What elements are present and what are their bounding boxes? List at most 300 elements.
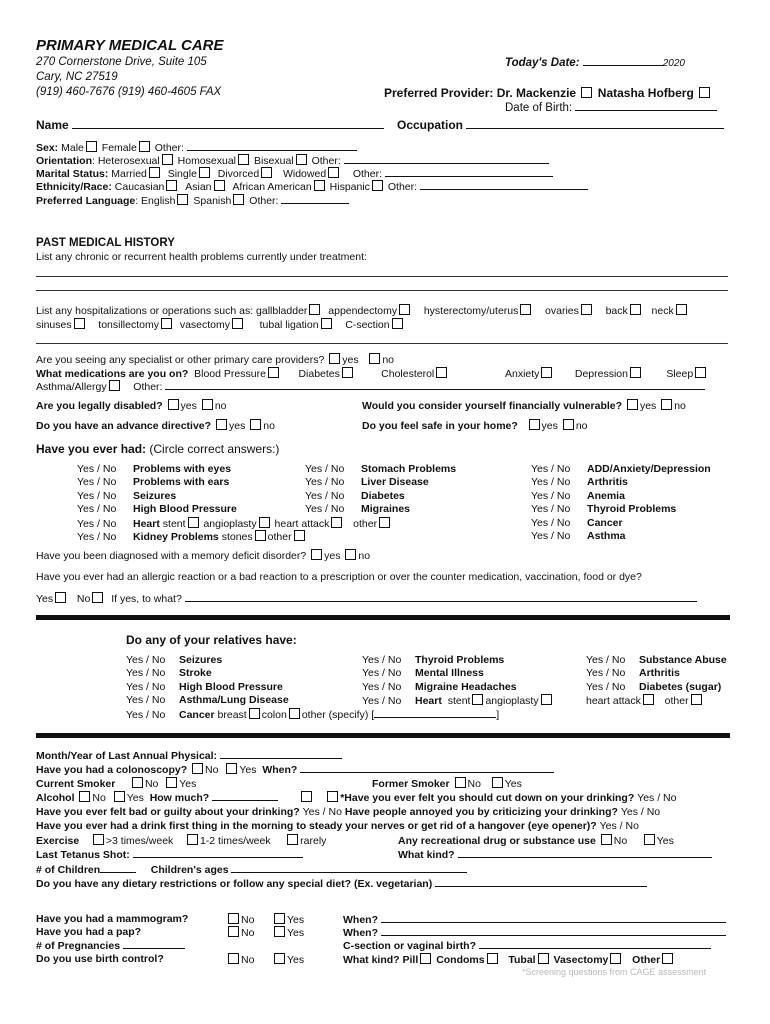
cut-down-question: *Have you ever felt you should cut down on your drinking?: [340, 792, 635, 804]
memory-no-checkbox[interactable]: [345, 549, 356, 560]
provider-hofberg-checkbox[interactable]: [699, 87, 710, 98]
marital-married-checkbox[interactable]: [149, 167, 160, 178]
rel-cancer-other-field[interactable]: [374, 708, 496, 718]
meds-anxiety-checkbox[interactable]: [541, 367, 552, 378]
yes-no-choice[interactable]: Yes / No: [362, 654, 402, 666]
guilty-row: [36, 806, 660, 818]
birth-control-no-checkbox[interactable]: [228, 953, 239, 964]
yes-no-choice[interactable]: Yes / No: [531, 489, 571, 502]
disabled-no-checkbox[interactable]: [202, 399, 213, 410]
morning-row: [36, 820, 639, 832]
yes-no-choice[interactable]: Yes / No: [531, 516, 571, 529]
orientation-other-label: Other:: [311, 155, 341, 167]
heart-stent-label: stent: [162, 517, 186, 530]
specialist-no-label: no: [382, 354, 395, 366]
ovaries-label: ovaries: [545, 305, 579, 317]
ethnicity-hispanic-label: Hispanic: [329, 181, 370, 193]
csection-row: [343, 939, 711, 952]
name-field[interactable]: [72, 119, 384, 129]
annoyed-question: Have people annoyed you by criticizing your drinking?: [344, 806, 618, 818]
ethnicity-hispanic-checkbox[interactable]: [372, 180, 383, 191]
children-count-label: # of Children: [36, 864, 101, 876]
list-item[interactable]: [77, 517, 392, 530]
chronic-prompt: List any chronic or recurrent health problems currently under treatment:: [36, 251, 367, 263]
yes-no-choice[interactable]: Yes / No: [531, 503, 571, 516]
condition-label: High Blood Pressure: [179, 680, 283, 693]
current-smoker-yes-checkbox[interactable]: [166, 777, 177, 788]
hosp-line[interactable]: [36, 343, 728, 344]
cut-down-checkbox-1[interactable]: [301, 791, 312, 802]
yes-no-choice[interactable]: Yes / No: [77, 530, 117, 543]
rel-cancer-breast-label: breast: [217, 708, 247, 721]
marital-divorced-label: Divorced: [217, 168, 260, 180]
disabled-row: [36, 399, 227, 412]
mammogram-yes-checkbox[interactable]: [274, 913, 285, 924]
language-label: Preferred Language: [36, 195, 136, 207]
colonoscopy-no-checkbox[interactable]: [192, 763, 203, 774]
occupation-label: Occupation: [397, 118, 464, 132]
condition-label: Seizures: [133, 489, 177, 502]
specialist-row: [36, 353, 394, 366]
colonoscopy-when-field[interactable]: [300, 763, 554, 773]
list-item[interactable]: [586, 654, 727, 667]
pregnancies-field[interactable]: [123, 939, 185, 949]
allergy-yes-checkbox[interactable]: [55, 592, 66, 603]
preferred-provider: [384, 86, 712, 100]
allergy-no-checkbox[interactable]: [92, 592, 103, 603]
orientation-hetero-checkbox[interactable]: [162, 154, 173, 165]
rel-heart-attack-checkbox[interactable]: [643, 694, 654, 705]
c-section-label: C-section: [345, 319, 390, 331]
condition-label: Migraines: [361, 503, 411, 516]
rel-cancer-colon-checkbox[interactable]: [289, 708, 300, 719]
children-ages-field[interactable]: [231, 863, 467, 873]
ethnicity-other-label: Other:: [387, 181, 418, 193]
orientation-other-field[interactable]: [344, 154, 549, 164]
bc-other-checkbox[interactable]: [662, 953, 673, 964]
how-much-field[interactable]: [212, 791, 278, 801]
drug-no-label: No: [613, 835, 628, 847]
morning-yes-no[interactable]: Yes / No: [599, 820, 639, 832]
yes-no-choice[interactable]: Yes / No: [531, 476, 571, 489]
vasectomy-label: vasectomy: [179, 319, 231, 331]
yes-no-choice[interactable]: Yes / No: [77, 489, 117, 502]
language-spanish-checkbox[interactable]: [233, 194, 244, 205]
disabled-yes-checkbox[interactable]: [168, 399, 179, 410]
orientation-homo-checkbox[interactable]: [238, 154, 249, 165]
list-item[interactable]: [531, 476, 711, 489]
condition-label: Arthritis: [639, 667, 680, 680]
meds-cholesterol-checkbox[interactable]: [436, 367, 447, 378]
back-label: back: [605, 305, 628, 317]
sex-male-checkbox[interactable]: [86, 141, 97, 152]
rel-heart-stent-checkbox[interactable]: [472, 694, 483, 705]
list-item[interactable]: [586, 681, 727, 694]
exercise-rarely-checkbox[interactable]: [287, 834, 298, 845]
mammogram-no-checkbox[interactable]: [228, 913, 239, 924]
clinic-name: PRIMARY MEDICAL CARE: [36, 37, 224, 54]
chronic-line-1[interactable]: [36, 276, 728, 277]
orientation-bi-label: Bisexual: [253, 155, 294, 167]
meds-other-field[interactable]: [165, 380, 705, 390]
orientation-bi-checkbox[interactable]: [296, 154, 307, 165]
yes-no-choice[interactable]: Yes / No: [126, 667, 166, 680]
phone-fax: (919) 460-7676 (919) 460-4605 FAX: [36, 86, 222, 98]
c-section-checkbox[interactable]: [392, 318, 403, 329]
sex-other-field[interactable]: [187, 141, 357, 151]
list-item[interactable]: [305, 463, 456, 476]
guilty-yes-no[interactable]: Yes / No: [302, 806, 342, 818]
tonsillectomy-label: tonsillectomy: [98, 319, 159, 331]
orientation-hetero-label: : Heterosexual: [92, 155, 160, 167]
dob-field[interactable]: [575, 101, 717, 111]
condition-label: Liver Disease: [361, 476, 429, 489]
birth-control-yes-checkbox[interactable]: [274, 953, 285, 964]
alcohol-no-checkbox[interactable]: [79, 791, 90, 802]
bc-other-label: Other: [632, 954, 661, 966]
condition-label: Arthritis: [587, 476, 628, 489]
meds-depression-label: Depression: [574, 368, 628, 380]
rel-other-checkbox[interactable]: [691, 694, 702, 705]
children-count-field[interactable]: [100, 863, 136, 873]
alcohol-yes-checkbox[interactable]: [114, 791, 125, 802]
specialist-no-checkbox[interactable]: [369, 353, 380, 364]
kidney-other-checkbox[interactable]: [294, 530, 305, 541]
medications-row-right: [505, 367, 708, 380]
tetanus-row: [36, 848, 303, 861]
section-divider-top: [36, 615, 730, 620]
exercise-1-2x-label: 1-2 times/week: [199, 835, 271, 847]
vulnerable-yes-checkbox[interactable]: [627, 399, 638, 410]
mammogram-when-label: When?: [343, 914, 378, 926]
pap-when-row: [343, 926, 726, 939]
yes-no-choice[interactable]: Yes / No: [305, 463, 345, 475]
list-item[interactable]: [362, 667, 554, 680]
exercise-1-2x-checkbox[interactable]: [187, 834, 198, 845]
diet-row: [36, 877, 647, 890]
csection-field[interactable]: [479, 939, 711, 949]
list-item[interactable]: [305, 476, 456, 489]
yes-no-choice[interactable]: Yes / No: [126, 654, 166, 666]
pregnancies-row: [36, 939, 185, 952]
marital-label: Marital Status:: [36, 168, 109, 180]
relatives-col-3: [586, 654, 727, 708]
yes-no-choice[interactable]: Yes / No: [305, 489, 345, 502]
list-item[interactable]: [362, 694, 554, 707]
mammogram-yes-label: Yes: [286, 914, 305, 926]
list-item[interactable]: [531, 490, 711, 503]
neck-checkbox[interactable]: [676, 304, 687, 315]
condition-label: Problems with ears: [133, 476, 230, 489]
tubal-ligation-checkbox[interactable]: [321, 318, 332, 329]
marital-widowed-checkbox[interactable]: [328, 167, 339, 178]
directive-no-checkbox[interactable]: [250, 419, 261, 430]
memory-yes-checkbox[interactable]: [311, 549, 322, 560]
cut-down-checkbox-2[interactable]: [327, 791, 338, 802]
dob: [505, 101, 717, 114]
physical-field[interactable]: [220, 749, 342, 759]
language-english-label: : English: [135, 195, 176, 207]
back-checkbox[interactable]: [630, 304, 641, 315]
marital-single-checkbox[interactable]: [199, 167, 210, 178]
heart-attack-checkbox[interactable]: [331, 517, 342, 528]
sex-female-checkbox[interactable]: [139, 141, 150, 152]
meds-bp-label: Blood Pressure: [194, 368, 266, 380]
heart-stent-checkbox[interactable]: [188, 517, 199, 528]
current-smoker-no-label: No: [144, 778, 159, 790]
hospitalization-row-2: [36, 318, 405, 331]
yes-no-choice[interactable]: Yes / No: [305, 503, 345, 516]
marital-divorced-checkbox[interactable]: [261, 167, 272, 178]
disabled-yes-label: yes: [180, 400, 197, 412]
yes-no-choice[interactable]: Yes / No: [362, 680, 402, 693]
condition-label: Heart: [415, 695, 442, 708]
condition-label: Diabetes (sugar): [639, 680, 722, 693]
yes-no-choice[interactable]: Yes / No: [586, 667, 626, 680]
yes-no-choice[interactable]: Yes / No: [586, 654, 626, 666]
drug-yes-checkbox[interactable]: [644, 834, 655, 845]
list-item[interactable]: [362, 654, 554, 667]
former-smoker-yes-checkbox[interactable]: [492, 777, 503, 788]
yes-no-choice[interactable]: Yes / No: [305, 476, 345, 489]
marital-married-label: Married: [111, 168, 147, 180]
bc-condoms-checkbox[interactable]: [487, 953, 498, 964]
name-row: [36, 118, 384, 132]
allergy-field[interactable]: [185, 592, 697, 602]
yes-no-choice[interactable]: Yes / No: [126, 708, 166, 721]
vulnerable-question: Would you consider yourself financially vulnerable?: [362, 400, 623, 412]
yes-no-choice[interactable]: Yes / No: [531, 463, 571, 475]
colonoscopy-yes-checkbox[interactable]: [226, 763, 237, 774]
meds-diabetes-checkbox[interactable]: [342, 367, 353, 378]
condition-label: Anemia: [587, 489, 625, 502]
vulnerable-no-label: no: [674, 400, 686, 412]
provider-label: Preferred Provider: Dr. Mackenzie: [384, 86, 577, 100]
ethnicity-other-field[interactable]: [420, 180, 588, 190]
todays-date-field[interactable]: [583, 56, 663, 66]
former-smoker-no-checkbox[interactable]: [455, 777, 466, 788]
yes-no-choice[interactable]: Yes / No: [531, 529, 571, 542]
provider-mackenzie-checkbox[interactable]: [581, 87, 592, 98]
condition-label: Migraine Headaches: [415, 680, 517, 693]
gallbladder-checkbox[interactable]: [309, 304, 320, 315]
safe-question: Do you feel safe in your home?: [362, 420, 518, 432]
list-item[interactable]: [586, 667, 727, 680]
allergy-question: Have you ever had an allergic reaction or a bad reaction to a prescription or over the counter medication, vaccination, food or dye?: [36, 571, 642, 583]
condition-label: Stroke: [179, 667, 212, 680]
rel-heart-angioplasty-label: angioplasty: [485, 695, 539, 708]
kidney-stones-checkbox[interactable]: [255, 530, 266, 541]
yes-no-choice[interactable]: Yes / No: [77, 517, 117, 530]
chronic-line-2[interactable]: [36, 290, 728, 291]
list-item[interactable]: [586, 694, 727, 707]
meds-depression-checkbox[interactable]: [630, 367, 641, 378]
annoyed-yes-no[interactable]: Yes / No: [620, 806, 661, 818]
heart-attack-label: heart attack: [274, 517, 330, 530]
list-item[interactable]: [305, 503, 456, 516]
yes-no-choice[interactable]: Yes / No: [586, 680, 626, 693]
bc-pill-checkbox[interactable]: [420, 953, 431, 964]
asthma-row: [36, 380, 705, 393]
pap-options: [226, 926, 304, 939]
ethnicity-african-american-label: African American: [232, 181, 312, 193]
vulnerable-no-checkbox[interactable]: [661, 399, 672, 410]
meds-sleep-checkbox[interactable]: [695, 367, 706, 378]
tetanus-field[interactable]: [133, 848, 303, 858]
safe-yes-label: yes: [541, 420, 558, 432]
occupation-field[interactable]: [466, 119, 724, 129]
ever-had-hint: (Circle correct answers:): [149, 442, 280, 456]
vasectomy-checkbox[interactable]: [232, 318, 243, 329]
hysterectomy-checkbox[interactable]: [520, 304, 531, 315]
language-row: [36, 194, 349, 207]
list-item[interactable]: Yes / No Cancer breast colon other (specify) [ ]: [126, 708, 500, 721]
yes-no-choice[interactable]: Yes / No: [77, 463, 117, 475]
memory-no-label: no: [358, 550, 371, 562]
yes-no-choice[interactable]: Yes / No: [362, 695, 402, 708]
todays-date: [505, 56, 685, 69]
condition-label: Seizures: [179, 654, 223, 666]
bc-tubal-checkbox[interactable]: [538, 953, 549, 964]
mammogram-when-row: [343, 913, 726, 926]
condition-label: Stomach Problems: [361, 463, 457, 475]
safe-row: [362, 419, 588, 432]
bc-tubal-label: Tubal: [508, 954, 536, 966]
pap-yes-checkbox[interactable]: [274, 926, 285, 937]
ever-had-col-2: [305, 463, 456, 517]
rel-cancer-other-label: other (specify): [301, 708, 369, 721]
yes-no-choice[interactable]: Yes / No: [362, 667, 402, 680]
language-other-field[interactable]: [281, 194, 349, 204]
rel-heart-attack-label: heart attack: [586, 695, 641, 708]
what-kind-label: What kind?: [398, 849, 455, 861]
safe-no-label: no: [575, 420, 588, 432]
alcohol-label: Alcohol: [36, 792, 75, 804]
diet-field[interactable]: [435, 877, 647, 887]
colonoscopy-yes-label: Yes: [239, 764, 257, 776]
meds-asthma-checkbox[interactable]: [109, 380, 120, 391]
appendectomy-checkbox[interactable]: [399, 304, 410, 315]
specialist-yes-checkbox[interactable]: [329, 353, 340, 364]
heart-angioplasty-checkbox[interactable]: [259, 517, 270, 528]
list-item[interactable]: [362, 681, 554, 694]
pap-when-field[interactable]: [381, 926, 726, 936]
children-ages-label: Children's ages: [150, 864, 229, 876]
marital-other-field[interactable]: [385, 167, 553, 177]
ever-had-heading: [36, 442, 279, 456]
birth-control-options: [226, 953, 304, 966]
bc-vasectomy-checkbox[interactable]: [610, 953, 621, 964]
drug-no-checkbox[interactable]: [601, 834, 612, 845]
hospitalization-row-1: [36, 304, 689, 317]
condition-label: Problems with eyes: [133, 463, 232, 475]
ovaries-checkbox[interactable]: [581, 304, 592, 315]
marital-row: [36, 167, 553, 180]
condition-label: Cancer: [179, 708, 215, 721]
sex-label: Sex:: [36, 142, 59, 154]
ethnicity-row: [36, 180, 588, 193]
cage-footnote: *Screening questions from CAGE assessment: [522, 967, 707, 977]
condition-label: Substance Abuse: [639, 654, 727, 666]
ethnicity-asian-checkbox[interactable]: [214, 180, 225, 191]
morning-question: Have you ever had a drink first thing in the morning to steady your nerves or get rid of a hangover (eye opener)?: [36, 820, 597, 832]
children-row: [36, 863, 467, 876]
condition-label: Heart: [133, 517, 160, 530]
orientation-homo-label: Homosexual: [177, 155, 237, 167]
yes-no-choice[interactable]: Yes / No: [77, 476, 117, 489]
memory-row: [36, 549, 370, 562]
list-item[interactable]: [531, 530, 711, 543]
condition-label: Kidney Problems: [133, 530, 219, 543]
exercise-3x-label: >3 times/week: [105, 835, 174, 847]
list-item[interactable]: [531, 503, 711, 516]
pap-when-label: When?: [343, 927, 378, 939]
pap-yes-label: Yes: [286, 927, 305, 939]
current-smoker-no-checkbox[interactable]: [132, 777, 143, 788]
tonsillectomy-checkbox[interactable]: [161, 318, 172, 329]
yes-no-choice[interactable]: Yes / No: [126, 680, 166, 693]
list-item[interactable]: [77, 530, 392, 543]
rel-cancer-breast-checkbox[interactable]: [249, 708, 260, 719]
rel-cancer-colon-label: colon: [261, 708, 287, 721]
safe-no-checkbox[interactable]: [563, 419, 574, 430]
former-smoker-yes-label: Yes: [504, 778, 522, 790]
vulnerable-yes-label: yes: [639, 400, 657, 412]
birth-control-yes-label: Yes: [286, 954, 305, 966]
meds-sleep-label: Sleep: [666, 368, 694, 380]
section-divider-bottom: [36, 733, 730, 738]
colonoscopy-no-label: No: [205, 764, 219, 776]
former-smoker-label: Former Smoker: [372, 778, 450, 790]
safe-yes-checkbox[interactable]: [529, 419, 540, 430]
kidney-other-label: other: [267, 530, 292, 543]
ethnicity-african-american-checkbox[interactable]: [314, 180, 325, 191]
heart-other-label: other: [353, 517, 378, 530]
mammogram-when-field[interactable]: [381, 913, 726, 923]
list-item[interactable]: [305, 490, 456, 503]
mammogram-label: Have you had a mammogram?: [36, 913, 189, 925]
sinuses-label: sinuses: [36, 319, 72, 331]
meds-cholesterol-label: Cholesterol: [381, 368, 435, 380]
heart-other-checkbox[interactable]: [379, 517, 390, 528]
directive-yes-checkbox[interactable]: [216, 419, 227, 430]
memory-question: Have you been diagnosed with a memory deficit disorder?: [36, 550, 307, 562]
list-item[interactable]: [531, 463, 711, 476]
hosp-prompt: List any hospitalizations or operations such as: gallbladder: [36, 305, 308, 317]
former-smoker-no-label: No: [467, 778, 481, 790]
exercise-row: [36, 834, 326, 847]
sex-other-label: Other:: [154, 142, 184, 154]
language-other-label: Other:: [249, 195, 279, 207]
pmh-title: PAST MEDICAL HISTORY: [36, 237, 175, 249]
list-item[interactable]: [531, 517, 711, 530]
exercise-3x-checkbox[interactable]: [93, 834, 104, 845]
cut-down-yes-no[interactable]: Yes / No: [637, 792, 677, 804]
marital-widowed-label: Widowed: [282, 168, 327, 180]
pap-no-checkbox[interactable]: [228, 926, 239, 937]
what-kind-field[interactable]: [458, 848, 712, 858]
sinuses-checkbox[interactable]: [74, 318, 85, 329]
todays-date-label: Today's Date:: [505, 57, 580, 69]
directive-row: [36, 419, 275, 432]
meds-bp-checkbox[interactable]: [268, 367, 279, 378]
yes-no-choice[interactable]: Yes / No: [126, 694, 166, 707]
orientation-row: [36, 154, 549, 167]
ethnicity-caucasian-checkbox[interactable]: [166, 180, 177, 191]
rel-heart-angioplasty-checkbox[interactable]: [541, 694, 552, 705]
yes-no-choice[interactable]: Yes / No: [77, 503, 117, 516]
language-english-checkbox[interactable]: [177, 194, 188, 205]
